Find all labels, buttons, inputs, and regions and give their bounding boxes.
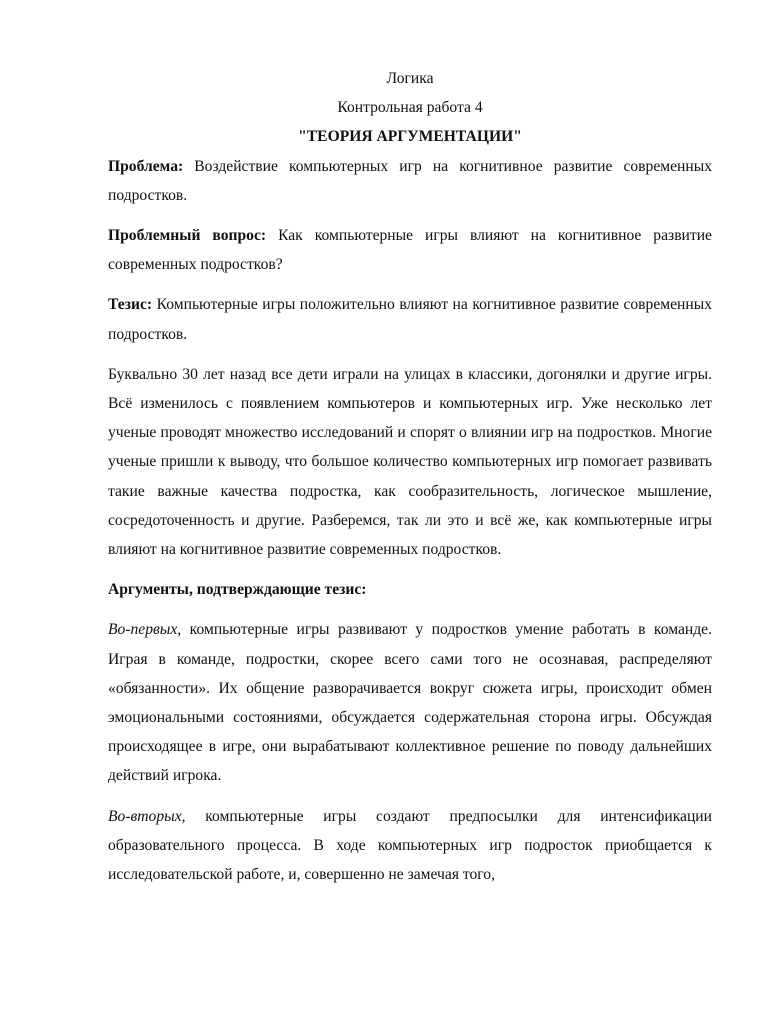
argument-2-paragraph [108,802,712,890]
problem-label: Проблема: [108,157,184,175]
arguments-heading: Аргументы, подтверждающие тезис: [108,581,367,599]
question-paragraph [108,221,712,279]
argument-2-text: , компьютерные игры создают предпосылки для интенсификации образовательного процесса. В ходе компьютерных игр подросток приобщается к исследовательской работе, и, совершенно не замечая того, [108,807,712,884]
problem-paragraph [108,152,712,210]
thesis-label: Тезис: [108,296,153,314]
question-label: Проблемный вопрос: [108,227,267,245]
argument-1-lead: Во-первых [108,621,178,639]
subject-title: Логика [386,70,434,87]
thesis-text: Компьютерные игры положительно влияют на когнитивное развитие современных подростков. [108,296,712,343]
argument-1-paragraph [108,615,712,790]
document-page [108,60,712,900]
argument-1-text: , компьютерные игры развивают у подростков умение работать в команде. Играя в команде, подростки, скорее всего сами того не осознавая, распределяют «обязанности». Их общение разворачивается вокруг сюжета игры, происходит обмен эмоциональными состояниями, обсуждается содержательная сторона игры. Обсуждая происходящее в игре, они вырабатывают коллективное решение по поводу дальнейших действий игрока. [108,621,712,785]
problem-text: Воздействие компьютерных игр на когнитивное развитие современных подростков. [108,157,712,204]
question-text: Как компьютерные игры влияют на когнитивное развитие современных подростков? [108,227,712,274]
work-title: Контрольная работа 4 [337,99,483,117]
thesis-paragraph [108,290,712,348]
argument-2-lead: Во-вторых [108,807,182,825]
topic-title: "ТЕОРИЯ АРГУМЕНТАЦИИ" [298,128,522,146]
intro-paragraph: Буквально 30 лет назад все дети играли на улицах в классики, догонялки и другие игры. Всё изменилось с появлением компьютеров и компьютерных игр. Уже несколько лет ученые проводят множество исследований и спорят о влиянии игр на подростков. Многие ученые пришли к выводу, что большое количество компьютерных игр помогает развивать такие важные качества подростка, как сообразительность, логическое мышление, сосредоточенность и другие. Разберемся, так ли это и всё же, как компьютерные игры влияют на когнитивное развитие современных подростков. [108,365,712,559]
